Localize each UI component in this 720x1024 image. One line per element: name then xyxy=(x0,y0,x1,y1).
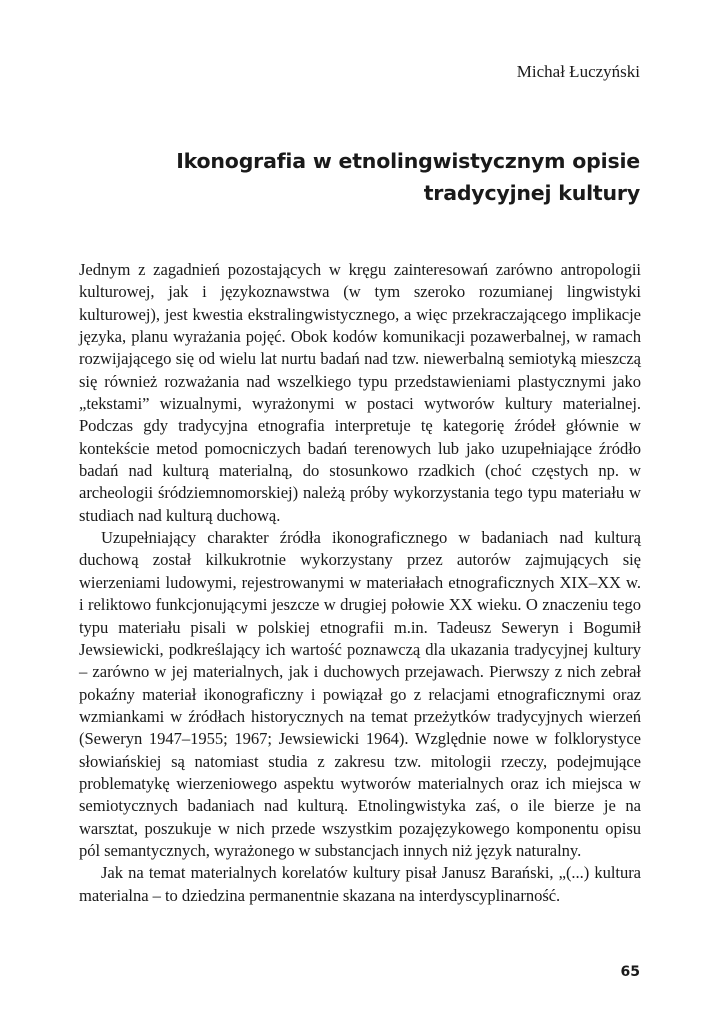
article-title: Ikonografia w etnolingwistycznym opisie tradycyjnej kultury xyxy=(176,149,640,205)
paragraph-1: Jednym z zagadnień pozostających w kręgu zainteresowań zarówno antropologii kulturowej, jak i językoznawstwa (w tym szeroko rozumianej lingwistyki kulturowej), jest kwestia ekstralingwistycznego, a więc przekraczającego implikacje języka, planu wyrażania pojęć. Obok kodów komunikacji pozawerbalnej, w ramach rozwijającego się od wielu lat nurtu badań nad tzw. niewerbalną semiotyką mieszczą się również rozważania nad wszelkiego typu przedstawieniami plastycznymi jako „tekstami” wizualnymi, wyrażonymi w postaci wytworów kultury materialnej. Podczas gdy tradycyjna etnografia interpretuje tę kategorię źródeł głównie w kontekście metod pomocniczych badań terenowych lub jako uzupełniające źródło badań nad kulturą materialną, do stosunkowo rzadkich (choć częstych np. w archeologii śródziemnomorskiej) należą próby wykorzystania tego typu materiału w studiach nad kulturą duchową. xyxy=(79,260,641,525)
paragraph-3: Jak na temat materialnych korelatów kultury pisał Janusz Barański, „(...) kultura materialna – to dziedzina permanentnie skazana na interdyscyplinarność. xyxy=(79,863,641,905)
article-body xyxy=(79,259,641,907)
author-name: Michał Łuczyński xyxy=(516,62,640,81)
paragraph-2: Uzupełniający charakter źródła ikonograficznego w badaniach nad kulturą duchową został kilkukrotnie wykorzystany przez autorów zajmujących się wierzeniami ludowymi, rejestrowanymi w materiałach etnograficznych XIX–XX w. i reliktowo funkcjonującymi jeszcze w drugiej połowie XX wieku. O znaczeniu tego typu materiału pisali w polskiej etnografii m.in. Tadeusz Seweryn i Bogumił Jewsiewicki, podkreślający ich wartość poznawczą dla ukazania tradycyjnej kultury – zarówno w jej materialnych, jak i duchowych przejawach. Pierwszy z nich zebrał pokaźny materiał ikonograficzny i powiązał go z relacjami etnograficznymi oraz wzmiankami w źródłach historycznych na temat przeżytków tradycyjnych wierzeń (Seweryn 1947–1955; 1967; Jewsiewicki 1964). Względnie nowe w folklorystyce słowiańskiej są natomiast studia z zakresu tzw. mitologii rzeczy, podejmujące problematykę wierzeniowego aspektu wytworów materialnych oraz ich miejsca w semiotycznych badaniach nad kulturą. Etnolingwistyka zaś, o ile bierze je na warsztat, poszukuje w nich przede wszystkim pozajęzykowego komponentu opisu pól semantycznych, wyrażonego w substancjach innych niż język naturalny. xyxy=(79,528,641,860)
page-number: 65 xyxy=(620,964,640,980)
